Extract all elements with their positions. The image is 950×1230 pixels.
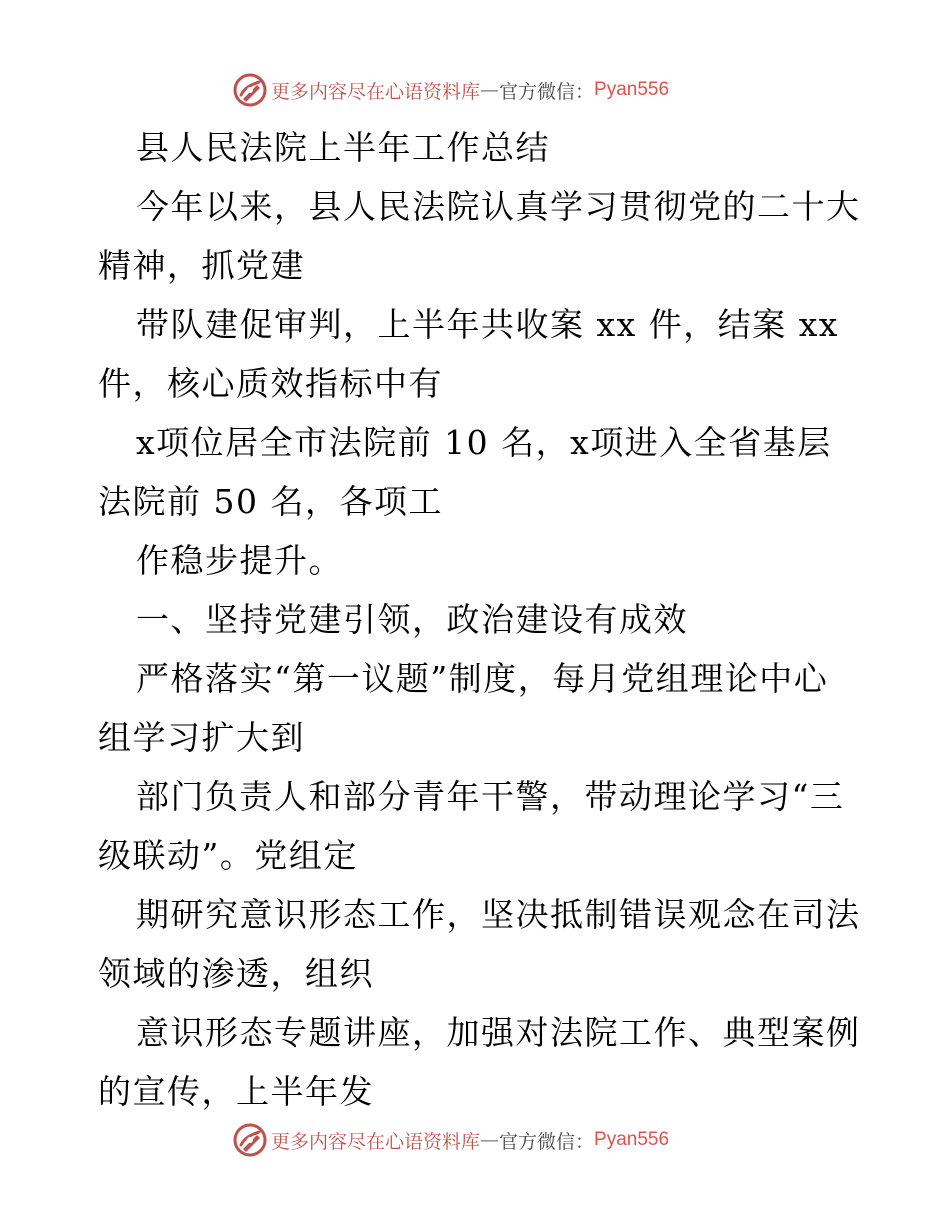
watermark-banner-bottom [233,1123,669,1157]
paragraph-line: 组学习扩大到 [98,718,305,757]
document-title: 县人民法院上半年工作总结 [136,128,550,167]
watermark-official-label: 官方微信： [499,1130,595,1153]
paragraph-line: 级联动”。党组定 [98,836,358,875]
book-pen-logo-icon [233,73,267,107]
paragraph-line: 期研究意识形态工作，坚决抵制错误观念在司法 [136,895,861,934]
paragraph-line: 领域的渗透，组织 [98,954,374,993]
paragraph-line: 作稳步提升。 [136,541,343,580]
watermark-wechat-id: Pyan556 [594,1129,670,1150]
book-pen-logo-icon [233,1123,267,1157]
document-body [98,118,861,1121]
watermark-promo-text: 更多内容尽在心语资料库 [271,80,481,103]
paragraph-line: 部门负责人和部分青年干警，带动理论学习“三 [136,777,845,816]
paragraph-line: 法院前 50 名，各项工 [98,482,443,521]
watermark-dash: — [480,79,500,101]
paragraph-line: 带队建促审判，上半年共收案 xx 件，结案 xx [136,305,839,344]
paragraph-line: 意识形态专题讲座，加强对法院工作、典型案例 [136,1013,861,1052]
watermark-banner-top [233,73,669,107]
paragraph-line: x项位居全市法院前 10 名，x项进入全省基层 [136,423,832,462]
watermark-promo-text: 更多内容尽在心语资料库 [271,1130,481,1153]
paragraph-line: 的宣传，上半年发 [98,1072,374,1111]
paragraph-line: 精神，抓党建 [98,246,305,285]
paragraph-line: 今年以来，县人民法院认真学习贯彻党的二十大 [136,187,861,226]
paragraph-line: 件，核心质效指标中有 [98,364,443,403]
watermark-official-label: 官方微信： [499,80,595,103]
paragraph-line: 严格落实“第一议题”制度，每月党组理论中心 [136,659,829,698]
watermark-wechat-id: Pyan556 [594,79,670,100]
section-heading: 一、坚持党建引领，政治建设有成效 [136,600,688,639]
watermark-dash: — [480,1129,500,1151]
